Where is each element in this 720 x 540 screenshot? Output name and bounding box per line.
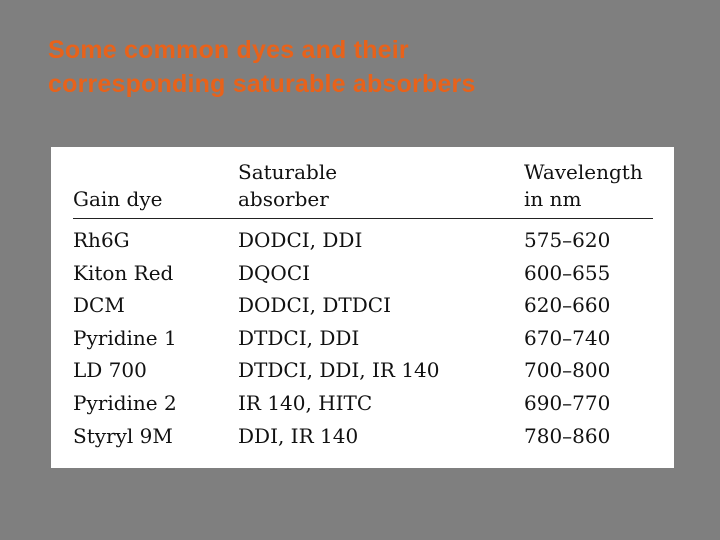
cell-absorber: IR 140, HITC <box>238 390 373 415</box>
cell-wavelength: 700–800 <box>524 358 611 383</box>
slide-title <box>48 33 688 101</box>
cell-absorber: DTDCI, DDI, IR 140 <box>238 358 440 383</box>
table-panel <box>51 147 674 468</box>
cell-wavelength: 690–770 <box>524 390 611 415</box>
table-row <box>73 219 653 257</box>
header-gain-dye: Gain dye <box>73 159 238 219</box>
table-row <box>73 420 653 453</box>
cell-wavelength: 780–860 <box>524 423 611 448</box>
header-saturable-absorber: Saturable absorber <box>238 159 524 219</box>
cell-wavelength: 670–740 <box>524 325 611 350</box>
cell-gain-dye: Pyridine 1 <box>73 325 177 350</box>
table-row <box>73 387 653 420</box>
slide-title-line-2: corresponding saturable absorbers <box>48 70 476 98</box>
slide-title-line-1: Some common dyes and their <box>48 36 409 64</box>
cell-wavelength: 600–655 <box>524 260 611 285</box>
table-row <box>73 354 653 387</box>
cell-absorber: DQOCI <box>238 260 311 285</box>
cell-wavelength: 575–620 <box>524 228 611 252</box>
header-wavelength: Wavelength in nm <box>524 159 653 219</box>
cell-absorber: DDI, IR 140 <box>238 423 359 448</box>
cell-gain-dye: Pyridine 2 <box>73 390 177 415</box>
cell-gain-dye: Kiton Red <box>73 260 174 285</box>
table-row <box>73 289 653 322</box>
cell-absorber: DODCI, DDI <box>238 228 363 252</box>
dye-absorber-table <box>73 159 653 452</box>
cell-gain-dye: DCM <box>73 293 125 318</box>
cell-wavelength: 620–660 <box>524 293 611 318</box>
cell-gain-dye: Rh6G <box>73 228 130 252</box>
cell-absorber: DODCI, DTDCI <box>238 293 391 318</box>
table-row <box>73 257 653 290</box>
table-row <box>73 322 653 355</box>
cell-absorber: DTDCI, DDI <box>238 325 360 350</box>
table-header-row <box>73 159 653 219</box>
cell-gain-dye: LD 700 <box>73 358 147 383</box>
cell-gain-dye: Styryl 9M <box>73 423 173 448</box>
